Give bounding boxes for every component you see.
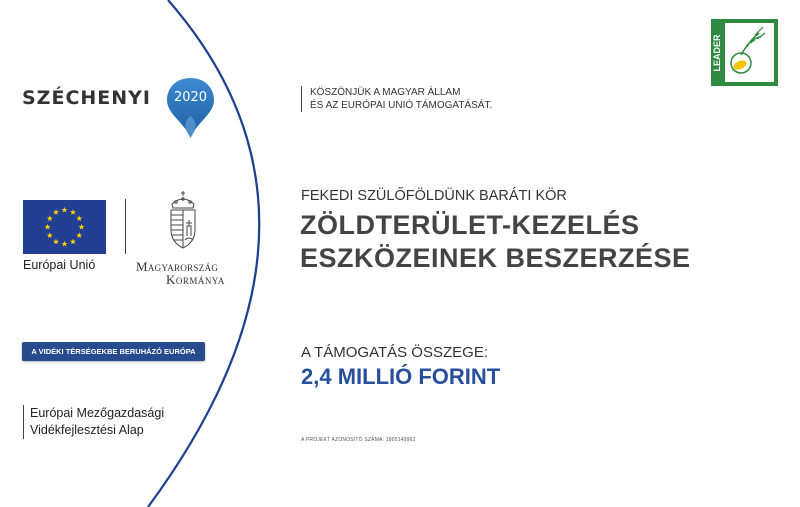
leader-label: LEADER	[712, 34, 722, 72]
government-line-1: Magyarország	[136, 259, 219, 274]
eu-label: Európai Unió	[23, 258, 96, 272]
project-title-line-1: ZÖLDTERÜLET-KEZELÉS	[300, 210, 640, 240]
organization-name: FEKEDI SZÜLŐFÖLDÜNK BARÁTI KÖR	[301, 188, 567, 204]
emva-line-2: Vidékfejlesztési Alap	[30, 423, 144, 437]
leader-logo-icon	[711, 19, 778, 86]
rural-europe-banner: A VIDÉKI TÉRSÉGEKBE BERUHÁZÓ EURÓPA	[22, 342, 205, 361]
government-line-2: Kormánya	[166, 272, 225, 287]
support-amount-value: 2,4 MILLIÓ FORINT	[301, 364, 501, 389]
support-amount-label: A TÁMOGATÁS ÖSSZEGE:	[301, 344, 488, 361]
project-id: A PROJEKT AZONOSÍTÓ SZÁMA: 1905149962	[301, 437, 416, 443]
emva-line-1: Európai Mezőgazdasági	[30, 406, 165, 420]
thanks-line-2: ÉS AZ EURÓPAI UNIÓ TÁMOGATÁSÁT.	[310, 100, 493, 111]
emva-text	[23, 405, 164, 439]
logo-divider	[125, 199, 126, 254]
szechenyi-year: 2020	[173, 90, 208, 105]
project-title-line-2: ESZKÖZEINEK BESZERZÉSE	[300, 243, 691, 273]
szechenyi-logo-text: SZÉCHENYI	[22, 87, 151, 109]
eu-flag-icon	[23, 200, 106, 254]
thanks-line-1: KÖSZÖNJÜK A MAGYAR ÁLLAM	[310, 87, 461, 98]
hungary-coat-of-arms-icon	[166, 190, 200, 250]
szechenyi-pin-icon	[164, 76, 217, 140]
thanks-text	[301, 86, 492, 112]
